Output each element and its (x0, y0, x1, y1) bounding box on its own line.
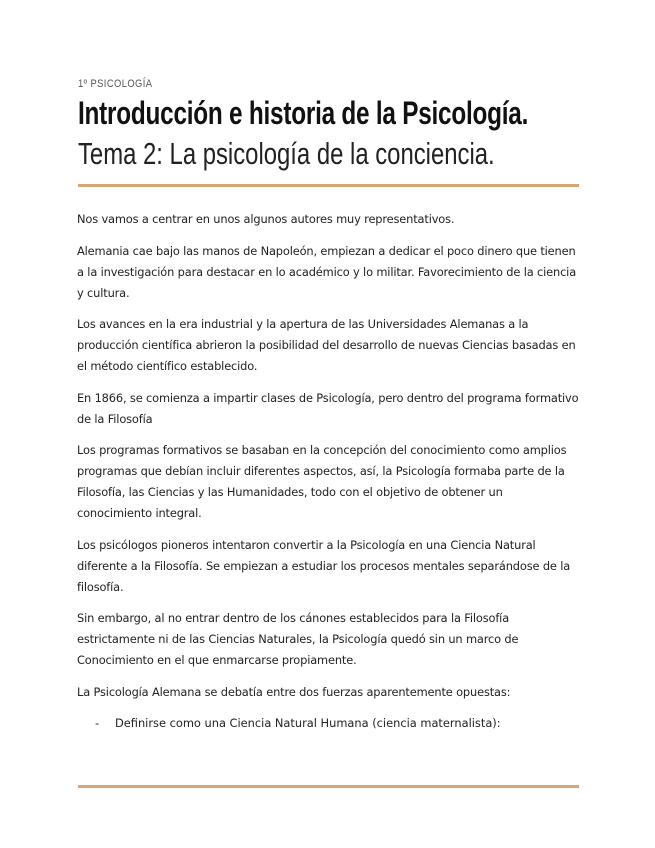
document-body (77, 209, 579, 734)
paragraph: Alemania cae bajo las manos de Napoleón, empiezan a dedicar el poco dinero que tienen a la investigación para destacar en lo académico y lo militar. Favorecimiento de la ciencia y cultura. (77, 243, 577, 300)
paragraph: Los psicólogos pioneros intentaron convertir a la Psicología en una Ciencia Natural diferente a la Filosofía. Se empiezan a estudiar los procesos mentales separándose de la filosofía. (77, 537, 571, 594)
bullet-marker: - (95, 716, 100, 730)
list-item-text: Definirse como una Ciencia Natural Humana (ciencia maternalista): (115, 716, 501, 730)
list-item (77, 713, 579, 734)
document-title: Introducción e historia de la Psicología. (78, 95, 529, 131)
paragraph: Sin embargo, al no entrar dentro de los cánones establecidos para la Filosofía estrictamente ni de las Ciencias Naturales, la Psicología quedó sin un marco de Conocimiento en el que enmarcarse propiamente. (77, 611, 519, 667)
course-label: 1º PSICOLOGÍA (78, 78, 153, 90)
document-subtitle: Tema 2: La psicología de la conciencia. (78, 136, 495, 171)
paragraph: Nos vamos a centrar en unos algunos autores muy representativos. (77, 212, 455, 226)
paragraph: En 1866, se comienza a impartir clases de Psicología, pero dentro del programa formativo de la Filosofía (77, 390, 579, 426)
paragraph: Los avances en la era industrial y la apertura de las Universidades Alemanas a la producción científica abrieron la posibilidad del desarrollo de nuevas Ciencias basadas en el método científico establecido. (77, 317, 576, 373)
paragraph: La Psicología Alemana se debatía entre dos fuerzas aparentemente opuestas: (77, 684, 511, 699)
header-divider (78, 184, 579, 187)
paragraph: Los programas formativos se basaban en la concepción del conocimiento como amplios programas que debían incluir diferentes aspectos, así, la Psicología formaba parte de la Filosofía, las Ciencias y las Humanidades, todo con el objetivo de obtener un conocimiento integral. (77, 443, 567, 520)
footer-divider (78, 785, 579, 788)
